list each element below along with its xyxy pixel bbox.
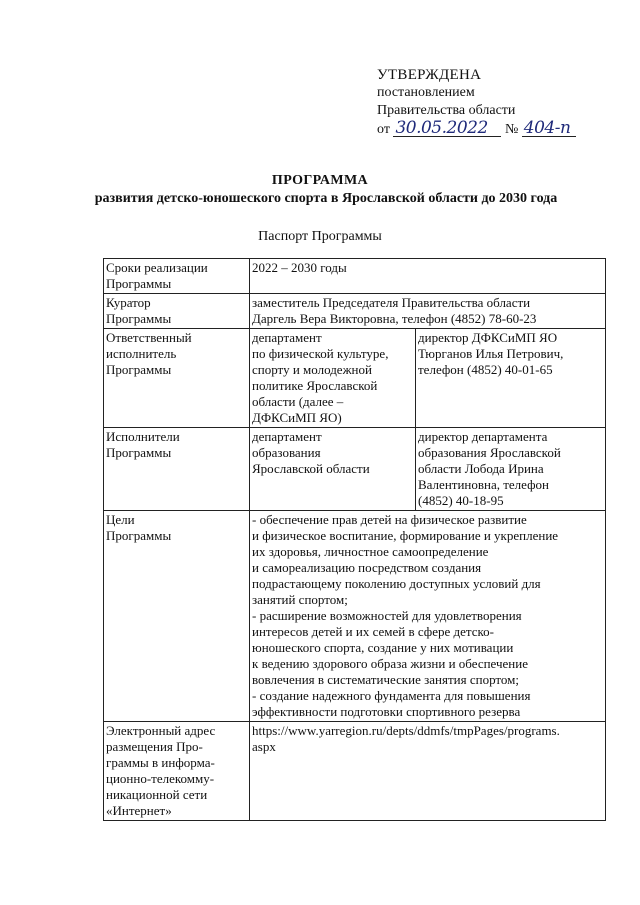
cell-text-line: граммы в информа- — [106, 755, 215, 770]
cell-text-line: эффективности подготовки спортивного резерва — [252, 704, 521, 719]
cell-text-line: Тюрганов Илья Петрович, — [418, 346, 564, 361]
cell-text-line: ционно-телекомму- — [106, 771, 215, 786]
cell-text-line: подрастающему поколению доступных условий для — [252, 576, 541, 591]
cell-text-line: Даргель Вера Викторовна, телефон (4852) 78-60-23 — [252, 311, 537, 326]
cell-text-line: области (далее – — [252, 394, 344, 409]
row-label-cell — [104, 259, 250, 294]
approval-number: 404-п — [522, 120, 576, 137]
cell-text-line: Программы — [106, 445, 172, 460]
passport-heading: Паспорт Программы — [258, 229, 382, 244]
cell-text-line: aspx — [252, 739, 276, 754]
approval-number-sign: № — [504, 122, 519, 137]
cell-text-line: спорту и молодежной — [252, 362, 372, 377]
row-value-cell — [250, 722, 606, 821]
row-value-cell — [250, 294, 606, 329]
table-row — [104, 329, 606, 428]
row-department-cell — [250, 329, 416, 428]
cell-text-line: директор ДФКСиМП ЯО — [418, 330, 558, 345]
cell-text-line: Куратор — [106, 295, 151, 310]
passport-table — [103, 258, 606, 821]
row-value-cell — [250, 259, 606, 294]
cell-text-line: директор департамента — [418, 429, 548, 444]
cell-text-line: интересов детей и их семей в сфере детско- — [252, 624, 494, 639]
cell-text-line: области Лобода Ирина — [418, 461, 544, 476]
cell-text-line: Ярославской области — [252, 461, 370, 476]
cell-text-line: и самореализацию посредством создания — [252, 560, 482, 575]
approval-from-prefix: от — [377, 122, 390, 137]
cell-text-line: исполнитель — [106, 346, 177, 361]
cell-text-line: по физической культуре, — [252, 346, 389, 361]
row-label-cell — [104, 722, 250, 821]
cell-text-line: образования Ярославской — [418, 445, 561, 460]
cell-text-line: занятий спортом; — [252, 592, 348, 607]
cell-text-line: Программы — [106, 528, 172, 543]
row-label-cell — [104, 428, 250, 511]
cell-text-line: заместитель Председателя Правительства области — [252, 295, 531, 310]
row-contact-cell — [416, 428, 606, 511]
cell-text-line: - расширение возможностей для удовлетворения — [252, 608, 522, 623]
cell-text-line: их здоровья, личностное самоопределение — [252, 544, 489, 559]
cell-text-line: никационной сети — [106, 787, 208, 802]
row-department-cell — [250, 428, 416, 511]
cell-text-line: Валентиновна, телефон — [418, 477, 549, 492]
table-row — [104, 294, 606, 329]
approval-heading: УТВЕРЖДЕНА — [377, 67, 482, 83]
cell-text-line: политике Ярославской — [252, 378, 378, 393]
cell-text-line: Программы — [106, 362, 172, 377]
cell-text-line: и физическое воспитание, формирование и укрепление — [252, 528, 559, 543]
table-row — [104, 259, 606, 294]
cell-text-line: Исполнители — [106, 429, 180, 444]
approval-stamp — [377, 66, 576, 139]
cell-text-line: «Интернет» — [106, 803, 172, 818]
row-value-cell — [250, 511, 606, 722]
document-subtitle: развития детско-юношеского спорта в Ярославской области до 2030 года — [94, 191, 558, 206]
cell-text-line: Ответственный — [106, 330, 192, 345]
table-row — [104, 511, 606, 722]
cell-text-line: вовлечения в систематические занятия спортом; — [252, 672, 520, 687]
document-title: ПРОГРАММА — [271, 173, 369, 188]
cell-text-line: Электронный адрес — [106, 723, 216, 738]
cell-text-line: размещения Про- — [106, 739, 203, 754]
table-row — [104, 428, 606, 511]
cell-text-line: образования — [252, 445, 321, 460]
cell-text-line: https://www.yarregion.ru/depts/ddmfs/tmpPages/programs. — [252, 723, 560, 738]
cell-text-line: Сроки реализации — [106, 260, 208, 275]
row-label-cell — [104, 329, 250, 428]
cell-text-line: 2022 – 2030 годы — [252, 260, 347, 275]
approval-date: 30.05.2022 — [393, 120, 501, 137]
table-row — [104, 722, 606, 821]
approval-line-government: Правительства области — [377, 103, 516, 118]
approval-line-decree: постановлением — [377, 85, 475, 100]
cell-text-line: телефон (4852) 40-01-65 — [418, 362, 553, 377]
cell-text-line: - создание надежного фундамента для повышения — [252, 688, 531, 703]
row-label-cell — [104, 511, 250, 722]
cell-text-line: ДФКСиМП ЯО) — [252, 410, 342, 425]
cell-text-line: - обеспечение прав детей на физическое развитие — [252, 512, 527, 527]
cell-text-line: Программы — [106, 311, 172, 326]
cell-text-line: к ведению здорового образа жизни и обеспечение — [252, 656, 528, 671]
approval-date-line — [377, 120, 576, 139]
row-contact-cell — [416, 329, 606, 428]
cell-text-line: юношеского спорта, создание у них мотивации — [252, 640, 514, 655]
cell-text-line: департамент — [252, 330, 322, 345]
cell-text-line: Программы — [106, 276, 172, 291]
cell-text-line: департамент — [252, 429, 322, 444]
row-label-cell — [104, 294, 250, 329]
cell-text-line: (4852) 40-18-95 — [418, 493, 504, 508]
cell-text-line: Цели — [106, 512, 135, 527]
